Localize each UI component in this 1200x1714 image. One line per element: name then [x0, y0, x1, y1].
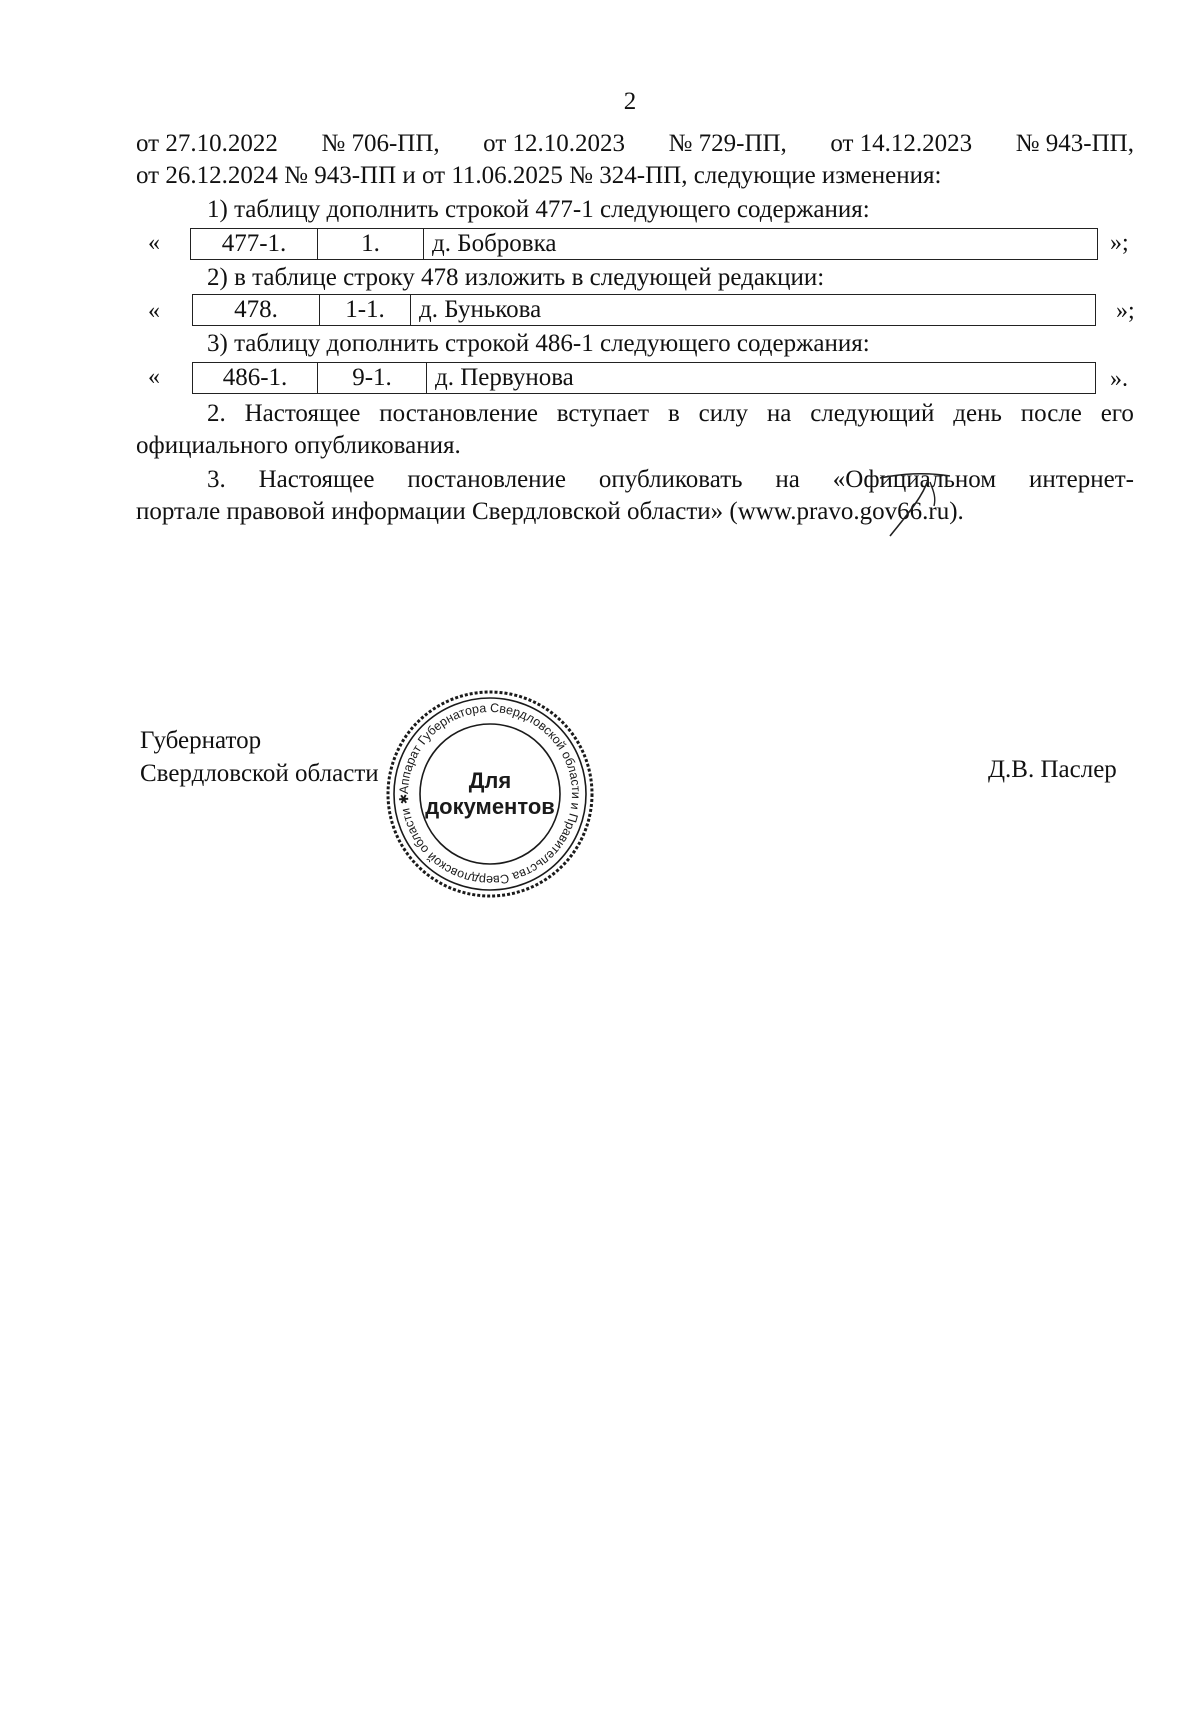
table-cell-locality: д. Первунова	[435, 364, 574, 391]
paragraph-word: Настоящее	[258, 466, 375, 493]
table-cell-number: 477-1.	[191, 229, 318, 259]
item-1-table-row	[190, 228, 1098, 260]
paragraph-word: интернет-	[1028, 466, 1134, 493]
intro-word: от 12.10.2023	[483, 130, 626, 157]
paragraph-word: опубликовать	[598, 466, 743, 493]
item-2-table-row	[192, 294, 1096, 326]
table-cell-locality: д. Бунькова	[419, 296, 542, 323]
item-2-close-quote: »;	[1116, 298, 1135, 324]
item-2-text: 2) в таблице строку 478 изложить в следующей редакции:	[207, 264, 825, 291]
paragraph-word: на	[766, 400, 792, 427]
table-cell-subnumber: 1.	[318, 229, 424, 259]
item-3-text: 3) таблицу дополнить строкой 486-1 следующего содержания:	[207, 330, 870, 357]
paragraph-2-line-2: официального опубликования.	[136, 432, 461, 459]
intro-line-1	[136, 128, 1134, 160]
intro-line-2: от 26.12.2024 № 943-ПП и от 11.06.2025 № 324-ПП, следующие изменения:	[136, 162, 942, 189]
table-cell-subnumber: 1-1.	[320, 295, 411, 325]
intro-word: № 943-ПП,	[1015, 130, 1134, 157]
paragraph-word: вступает	[556, 400, 650, 427]
item-1-close-quote: »;	[1110, 230, 1129, 256]
intro-word: от 14.12.2023	[830, 130, 973, 157]
page-number: 2	[623, 88, 637, 115]
stamp-center-line-1: Для	[468, 768, 512, 793]
intro-word: от 27.10.2022	[136, 130, 278, 157]
signature-title-line-1: Губернатор	[140, 727, 262, 754]
official-stamp	[384, 688, 596, 900]
paragraph-word: после	[1020, 400, 1082, 427]
paragraph-3-line-2: портале правовой информации Свердловской области» (www.pravo.gov66.ru).	[136, 498, 964, 525]
item-3-close-quote: ».	[1110, 366, 1128, 392]
table-cell-number: 486-1.	[193, 363, 318, 393]
item-3-table-row	[192, 362, 1096, 394]
item-2-open-quote: «	[148, 298, 160, 324]
paragraph-word: 2.	[207, 400, 226, 427]
item-1-text: 1) таблицу дополнить строкой 477-1 следующего содержания:	[207, 196, 870, 223]
item-1-open-quote: «	[148, 230, 160, 256]
signature-name: Д.В. Паслер	[988, 756, 1117, 783]
intro-word: № 706-ПП,	[321, 130, 440, 157]
intro-word: № 729-ПП,	[668, 130, 787, 157]
handwritten-mark	[870, 470, 960, 540]
signature-title-line-2: Свердловской области	[140, 760, 379, 787]
item-3-open-quote: «	[148, 364, 160, 390]
paragraph-word: 3.	[207, 466, 226, 493]
paragraph-word: следующий	[810, 400, 935, 427]
signature-title	[140, 724, 379, 790]
stamp-ring-text: Аппарат Губернатора Свердловской области и Правительства Свердловской области ✱	[396, 700, 584, 888]
table-cell-number: 478.	[193, 295, 320, 325]
paragraph-3-line-1	[207, 464, 1134, 496]
table-cell-locality: д. Бобровка	[432, 230, 557, 257]
paragraph-word: силу	[698, 400, 749, 427]
table-cell-subnumber: 9-1.	[318, 363, 427, 393]
paragraph-word: в	[667, 400, 680, 427]
stamp-center-line-2: документов	[425, 794, 555, 819]
paragraph-2-line-1	[207, 398, 1134, 430]
paragraph-word: постановление	[379, 400, 538, 427]
paragraph-word: Настоящее	[244, 400, 361, 427]
paragraph-word: его	[1100, 400, 1134, 427]
paragraph-word: на	[775, 466, 800, 493]
paragraph-word: постановление	[407, 466, 567, 493]
paragraph-word: «Официальном	[832, 466, 997, 493]
paragraph-word: день	[953, 400, 1002, 427]
